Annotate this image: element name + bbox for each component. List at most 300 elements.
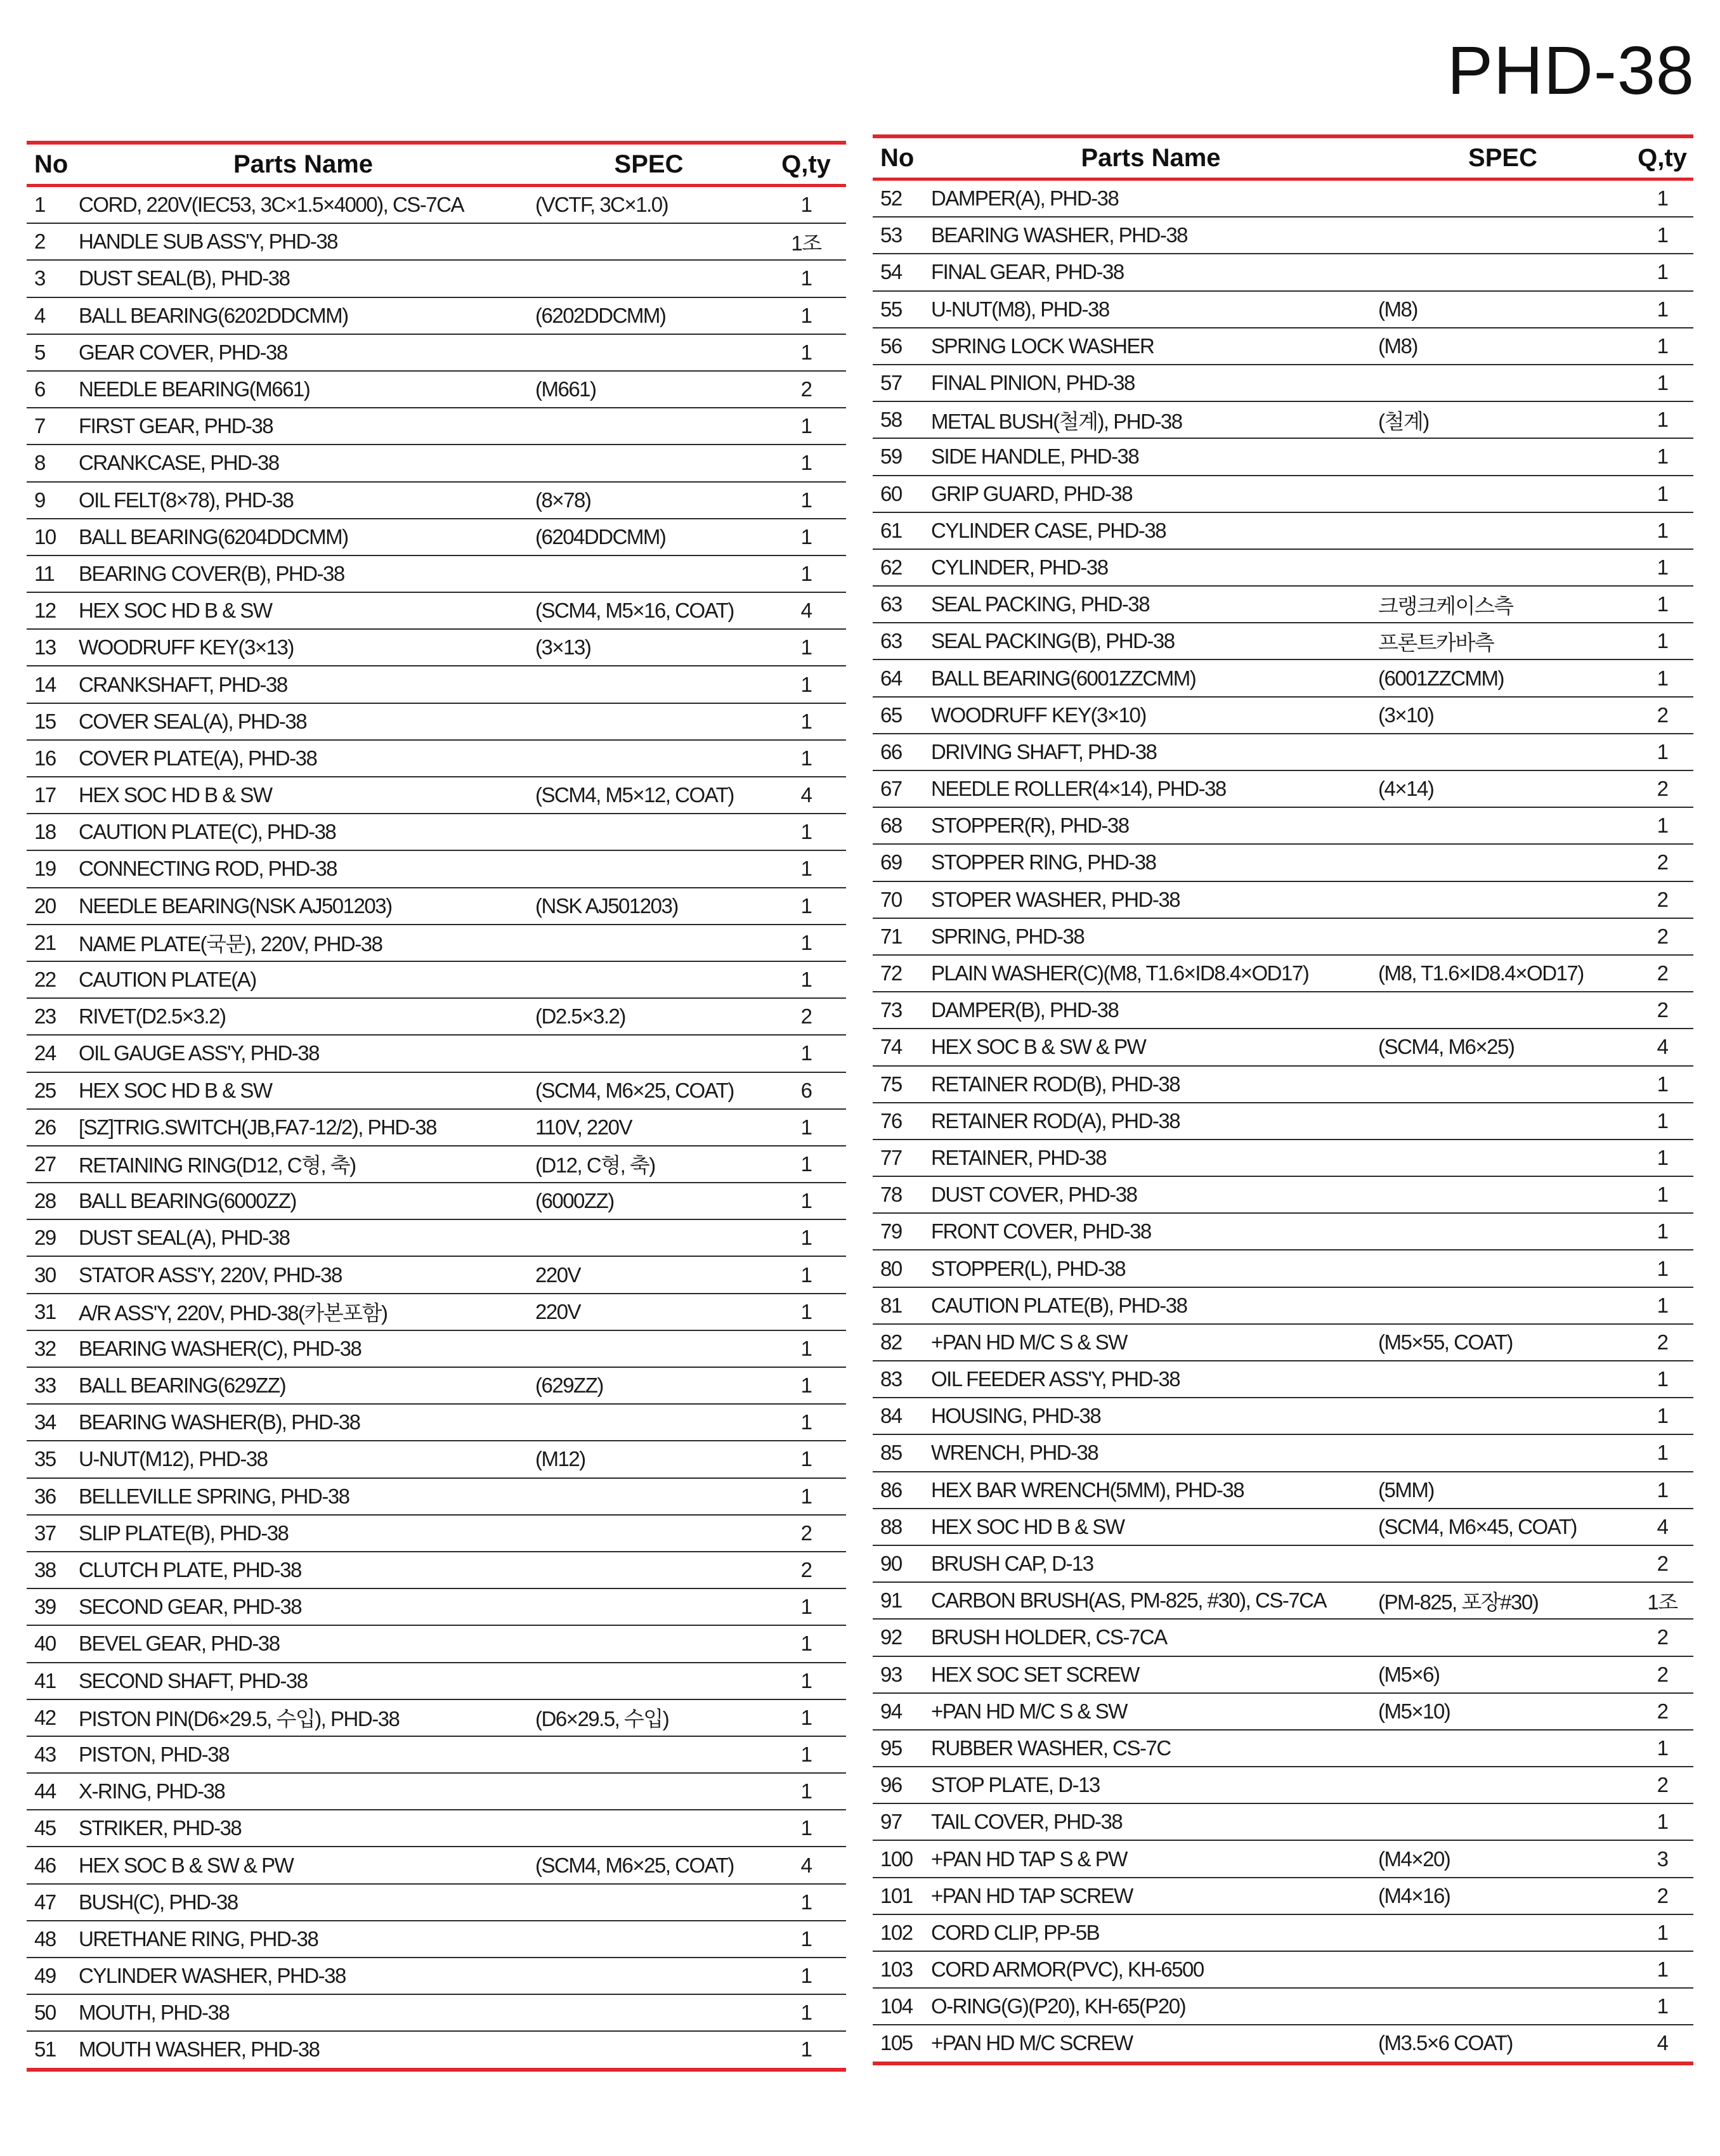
part-spec (1374, 1213, 1631, 1250)
part-spec (1374, 734, 1631, 770)
table-row (873, 1914, 1693, 1951)
part-number: 30 (27, 1256, 75, 1293)
part-name: CRANKSHAFT, PHD-38 (75, 666, 531, 703)
table-row (27, 1183, 846, 1219)
table-row (873, 1656, 1693, 1693)
part-name: HEX SOC B & SW & PW (927, 1029, 1374, 1065)
part-spec: (M3.5×6 COAT) (1378, 2031, 1513, 2055)
part-number: 58 (873, 401, 927, 438)
part-spec (531, 1773, 766, 1810)
table-row (873, 1103, 1693, 1140)
part-name: SEAL PACKING(B), PHD-38 (927, 623, 1374, 659)
part-quantity: 1 (766, 1109, 846, 1146)
part-number: 14 (27, 666, 75, 703)
part-quantity: 1 (766, 555, 846, 592)
part-number: 34 (27, 1404, 75, 1441)
table-row (873, 217, 1693, 254)
part-quantity: 2 (1631, 992, 1693, 1029)
part-number: 49 (27, 1958, 75, 1994)
part-spec: 크랭크케이스측 (1374, 586, 1631, 623)
part-spec (531, 223, 766, 260)
part-name: SEAL PACKING, PHD-38 (927, 586, 1374, 623)
part-spec (531, 445, 766, 481)
part-name: BALL BEARING(6000ZZ) (75, 1183, 531, 1219)
part-quantity: 1 (766, 1478, 846, 1515)
part-name: CAUTION PLATE(C), PHD-38 (75, 814, 531, 850)
part-name: U-NUT(M8), PHD-38 (927, 291, 1374, 328)
table-row (873, 807, 1693, 844)
table-row (873, 1988, 1693, 2025)
part-quantity: 1 (766, 1183, 846, 1219)
part-name: BALL BEARING(629ZZ) (75, 1367, 531, 1404)
part-name: GEAR COVER, PHD-38 (75, 334, 531, 371)
part-number: 66 (873, 734, 927, 770)
table-row (27, 998, 846, 1035)
part-number: 65 (873, 697, 927, 734)
part-quantity: 1 (766, 1921, 846, 1958)
part-name: TAIL COVER, PHD-38 (927, 1803, 1374, 1840)
part-spec (1374, 254, 1631, 290)
part-spec: (6202DDCMM) (531, 297, 766, 334)
table-row (27, 1146, 846, 1183)
part-quantity: 1 (1631, 659, 1693, 696)
header-parts-name: Parts Name (927, 136, 1374, 179)
part-quantity: 2 (766, 371, 846, 408)
part-number: 90 (873, 1545, 927, 1582)
part-quantity: 1 (766, 1663, 846, 1699)
part-name: HEX SOC HD B & SW (75, 777, 531, 814)
header-spec: SPEC (1374, 136, 1631, 179)
header-qty: Q,ty (1631, 136, 1693, 179)
table-row (873, 1693, 1693, 1730)
part-spec (1374, 1398, 1631, 1434)
part-number: 32 (27, 1330, 75, 1367)
part-quantity: 1 (1631, 1176, 1693, 1213)
part-name: FINAL PINION, PHD-38 (927, 365, 1374, 401)
part-number: 6 (27, 371, 75, 408)
part-quantity: 2 (766, 1552, 846, 1588)
part-spec (1374, 1103, 1631, 1140)
part-quantity: 1 (1631, 1213, 1693, 1250)
table-row (873, 1545, 1693, 1582)
part-quantity: 1 (1631, 549, 1693, 586)
part-spec (1374, 1434, 1631, 1471)
part-spec: (6001ZZCMM) (1374, 659, 1631, 696)
part-number: 76 (873, 1103, 927, 1140)
part-spec: 220V (531, 1256, 766, 1293)
part-spec (531, 850, 766, 887)
part-number: 101 (873, 1878, 927, 1914)
part-quantity: 1 (766, 1958, 846, 1994)
part-name: BRUSH CAP, D-13 (927, 1545, 1374, 1582)
part-quantity: 1 (766, 666, 846, 703)
part-number: 38 (27, 1552, 75, 1588)
table-row (873, 697, 1693, 734)
part-number: 68 (873, 807, 927, 844)
part-name: MOUTH WASHER, PHD-38 (79, 2037, 320, 2062)
part-number: 21 (27, 925, 75, 961)
part-number: 78 (873, 1176, 927, 1213)
part-spec (1374, 881, 1631, 918)
part-number: 12 (27, 592, 75, 629)
part-quantity: 2 (1631, 1619, 1693, 1656)
part-spec (531, 703, 766, 740)
part-name: WRENCH, PHD-38 (927, 1434, 1374, 1471)
table-row (873, 1140, 1693, 1176)
part-quantity: 4 (766, 1847, 846, 1883)
part-name: A/R ASS'Y, 220V, PHD-38(카본포함) (75, 1294, 531, 1330)
part-number: 63 (873, 586, 927, 623)
part-name: HEX SOC HD B & SW (75, 1072, 531, 1109)
part-spec (1374, 1730, 1631, 1767)
part-number: 13 (27, 629, 75, 666)
part-quantity: 1 (1631, 586, 1693, 623)
table-row (873, 1324, 1693, 1361)
part-quantity: 1 (766, 519, 846, 555)
part-quantity: 1 (1631, 217, 1693, 254)
part-spec (531, 555, 766, 592)
part-number: 33 (27, 1367, 75, 1404)
part-name: FIRST GEAR, PHD-38 (75, 408, 531, 445)
part-number: 17 (27, 777, 75, 814)
part-number: 42 (27, 1699, 75, 1736)
part-quantity: 1 (766, 1736, 846, 1773)
part-number: 35 (27, 1441, 75, 1477)
part-name: [SZ]TRIG.SWITCH(JB,FA7-12/2), PHD-38 (75, 1109, 531, 1146)
part-quantity: 1 (1631, 734, 1693, 770)
table-row (873, 1066, 1693, 1103)
part-quantity: 1 (1631, 623, 1693, 659)
part-name: NEEDLE BEARING(M661) (75, 371, 531, 408)
table-row (873, 955, 1693, 992)
table-row (873, 881, 1693, 918)
part-name: CONNECTING ROD, PHD-38 (75, 850, 531, 887)
part-spec (531, 666, 766, 703)
table-row (873, 770, 1693, 807)
table-row (873, 1287, 1693, 1324)
table-row (27, 260, 846, 297)
table-row (873, 1176, 1693, 1213)
part-spec (531, 1515, 766, 1552)
part-name: BUSH(C), PHD-38 (75, 1884, 531, 1921)
part-name: COVER PLATE(A), PHD-38 (75, 740, 531, 777)
part-spec: 프론트카바측 (1374, 623, 1631, 659)
part-name: STOPPER RING, PHD-38 (927, 844, 1374, 881)
part-number: 94 (873, 1693, 927, 1730)
table-row (27, 1699, 846, 1736)
part-name: BEARING WASHER(C), PHD-38 (75, 1330, 531, 1367)
part-spec (1374, 1287, 1631, 1324)
part-name: RETAINER ROD(B), PHD-38 (927, 1066, 1374, 1103)
header-qty: Q,ty (766, 143, 846, 186)
table-row (873, 1472, 1693, 1509)
part-name: NEEDLE ROLLER(4×14), PHD-38 (927, 770, 1374, 807)
part-number: 28 (27, 1183, 75, 1219)
part-quantity: 1 (766, 740, 846, 777)
part-number: 24 (27, 1035, 75, 1072)
table-row (27, 1441, 846, 1477)
part-spec (531, 408, 766, 445)
part-number: 27 (27, 1146, 75, 1183)
part-quantity: 1 (766, 1994, 846, 2031)
part-number: 95 (873, 1730, 927, 1767)
part-spec: (M4×20) (1374, 1840, 1631, 1877)
part-quantity: 1 (1631, 476, 1693, 512)
part-number: 11 (27, 555, 75, 592)
part-spec (1374, 1361, 1631, 1398)
table-row (873, 1803, 1693, 1840)
part-quantity: 1 (766, 1625, 846, 1662)
table-row (873, 476, 1693, 512)
header-parts-name: Parts Name (75, 143, 531, 186)
part-name: CARBON BRUSH(AS, PM-825, #30), CS-7CA (927, 1582, 1374, 1619)
part-quantity: 1조 (766, 223, 846, 260)
part-spec: (NSK AJ501203) (531, 888, 766, 925)
table-row (873, 918, 1693, 955)
part-quantity: 1 (1631, 1730, 1693, 1767)
table-row (27, 740, 846, 777)
part-name: CYLINDER CASE, PHD-38 (927, 512, 1374, 549)
table-row (873, 1619, 1693, 1656)
part-number: 47 (27, 1884, 75, 1921)
table-row (27, 1663, 846, 1699)
part-spec (531, 1663, 766, 1699)
part-name: CORD CLIP, PP-5B (927, 1914, 1374, 1951)
part-quantity: 4 (1657, 2031, 1668, 2055)
part-name: BEVEL GEAR, PHD-38 (75, 1625, 531, 1662)
table-row (27, 334, 846, 371)
part-spec: (6204DDCMM) (531, 519, 766, 555)
part-number: 81 (873, 1287, 927, 1324)
part-spec (1374, 512, 1631, 549)
part-number: 104 (873, 1988, 927, 2025)
part-spec (1374, 1250, 1631, 1287)
table-row (873, 623, 1693, 659)
part-quantity: 1 (1631, 1066, 1693, 1103)
part-name: U-NUT(M12), PHD-38 (75, 1441, 531, 1477)
part-number: 103 (873, 1951, 927, 1988)
table-row (27, 223, 846, 260)
table-row (27, 814, 846, 850)
part-number: 39 (27, 1588, 75, 1625)
part-spec: (M12) (531, 1441, 766, 1477)
part-number: 67 (873, 770, 927, 807)
part-quantity: 1 (766, 186, 846, 224)
part-quantity: 2 (766, 1515, 846, 1552)
part-number: 74 (873, 1029, 927, 1065)
header-no: No (27, 143, 75, 186)
part-name: GRIP GUARD, PHD-38 (927, 476, 1374, 512)
part-number: 7 (27, 408, 75, 445)
part-name: HEX SOC HD B & SW (75, 592, 531, 629)
part-name: NAME PLATE(국문), 220V, PHD-38 (75, 925, 531, 961)
part-number: 97 (873, 1803, 927, 1840)
part-spec (531, 1219, 766, 1256)
part-quantity: 1 (766, 629, 846, 666)
table-row (27, 1109, 846, 1146)
table-row (873, 365, 1693, 401)
part-number: 61 (873, 512, 927, 549)
part-number: 93 (873, 1656, 927, 1693)
part-number: 79 (873, 1213, 927, 1250)
part-spec (531, 1884, 766, 1921)
table-row (27, 1515, 846, 1552)
part-number: 55 (873, 291, 927, 328)
table-row (27, 961, 846, 998)
part-number: 75 (873, 1066, 927, 1103)
part-quantity: 2 (1631, 697, 1693, 734)
table-row (27, 1294, 846, 1330)
part-spec: (SCM4, M5×12, COAT) (531, 777, 766, 814)
part-spec (531, 1552, 766, 1588)
part-number: 64 (873, 659, 927, 696)
part-number: 46 (27, 1847, 75, 1883)
part-spec: (M5×10) (1374, 1693, 1631, 1730)
part-quantity: 1 (1631, 179, 1693, 218)
part-name: HANDLE SUB ASS'Y, PHD-38 (75, 223, 531, 260)
table-row (27, 1958, 846, 1994)
part-name: OIL FEEDER ASS'Y, PHD-38 (927, 1361, 1374, 1398)
part-spec (1374, 1066, 1631, 1103)
part-name: WOODRUFF KEY(3×10) (927, 697, 1374, 734)
table-row (873, 1730, 1693, 1767)
part-spec (1374, 1803, 1631, 1840)
table-row (27, 592, 846, 629)
part-spec: (SCM4, M6×25, COAT) (531, 1847, 766, 1883)
part-spec: (M4×16) (1374, 1878, 1631, 1914)
part-number: 84 (873, 1398, 927, 1434)
part-name: HEX BAR WRENCH(5MM), PHD-38 (927, 1472, 1374, 1509)
part-quantity: 1 (1631, 512, 1693, 549)
table-row (873, 1029, 1693, 1065)
part-spec (1374, 1545, 1631, 1582)
part-number: 88 (873, 1509, 927, 1545)
part-number: 19 (27, 850, 75, 887)
part-quantity: 4 (1631, 1509, 1693, 1545)
part-number: 105 (880, 2031, 913, 2055)
part-number: 45 (27, 1810, 75, 1847)
part-number: 22 (27, 961, 75, 998)
table-row (873, 512, 1693, 549)
part-quantity: 1 (1631, 1250, 1693, 1287)
part-quantity: 1 (766, 1699, 846, 1736)
part-name: O-RING(G)(P20), KH-65(P20) (927, 1988, 1374, 2025)
part-spec (1374, 438, 1631, 475)
table-row (27, 703, 846, 740)
part-name: BEARING COVER(B), PHD-38 (75, 555, 531, 592)
part-quantity: 3 (1631, 1840, 1693, 1877)
table-row (873, 1582, 1693, 1619)
part-number: 73 (873, 992, 927, 1029)
part-number: 91 (873, 1582, 927, 1619)
table-row (27, 1921, 846, 1958)
part-name: +PAN HD M/C SCREW (931, 2031, 1133, 2055)
part-name: PISTON PIN(D6×29.5, 수입), PHD-38 (75, 1699, 531, 1736)
part-spec: (629ZZ) (531, 1367, 766, 1404)
part-quantity: 1 (766, 1404, 846, 1441)
table-row (27, 1847, 846, 1883)
part-spec: (SCM4, M6×25, COAT) (531, 1072, 766, 1109)
part-quantity: 2 (1631, 1656, 1693, 1693)
table-row (873, 586, 1693, 623)
part-quantity: 2 (766, 998, 846, 1035)
table-row (27, 888, 846, 925)
part-number: 37 (27, 1515, 75, 1552)
part-quantity: 4 (766, 592, 846, 629)
part-quantity: 1 (766, 850, 846, 887)
table-row (27, 777, 846, 814)
part-name: +PAN HD M/C S & SW (927, 1324, 1374, 1361)
part-quantity: 1 (1631, 328, 1693, 365)
part-spec (531, 1478, 766, 1515)
part-number: 10 (27, 519, 75, 555)
part-number: 83 (873, 1361, 927, 1398)
part-name: BRUSH HOLDER, CS-7CA (927, 1619, 1374, 1656)
part-quantity: 4 (1631, 1029, 1693, 1065)
part-number: 82 (873, 1324, 927, 1361)
part-quantity: 1 (766, 1441, 846, 1477)
part-spec (1374, 807, 1631, 844)
table-row (873, 1509, 1693, 1545)
part-name: SIDE HANDLE, PHD-38 (927, 438, 1374, 475)
part-number: 16 (27, 740, 75, 777)
table-row (873, 328, 1693, 365)
table-row (27, 1404, 846, 1441)
part-number: 69 (873, 844, 927, 881)
part-spec (531, 1625, 766, 1662)
table-row (27, 1219, 846, 1256)
part-name: NEEDLE BEARING(NSK AJ501203) (75, 888, 531, 925)
table-row (27, 1773, 846, 1810)
part-number: 85 (873, 1434, 927, 1471)
part-spec (531, 925, 766, 961)
part-name: MOUTH, PHD-38 (75, 1994, 531, 2031)
part-quantity: 1 (1631, 1472, 1693, 1509)
part-number: 26 (27, 1109, 75, 1146)
table-header-row (873, 136, 1693, 179)
part-name: COVER SEAL(A), PHD-38 (75, 703, 531, 740)
table-row (27, 371, 846, 408)
part-number: 72 (873, 955, 927, 992)
part-name: WOODRUFF KEY(3×13) (75, 629, 531, 666)
part-name: DUST SEAL(B), PHD-38 (75, 260, 531, 297)
part-number: 31 (27, 1294, 75, 1330)
part-spec: (D12, C형, 축) (531, 1146, 766, 1183)
part-number: 5 (27, 334, 75, 371)
table-row (27, 850, 846, 887)
part-number: 51 (34, 2037, 56, 2062)
part-number: 50 (27, 1994, 75, 2031)
part-number: 2 (27, 223, 75, 260)
part-quantity: 1 (766, 260, 846, 297)
part-spec (1374, 365, 1631, 401)
part-quantity: 1 (1631, 1398, 1693, 1434)
table-row (873, 1840, 1693, 1877)
table-row (27, 925, 846, 961)
part-spec: (3×13) (531, 629, 766, 666)
part-number: 44 (27, 1773, 75, 1810)
part-name: +PAN HD M/C S & SW (927, 1693, 1374, 1730)
part-name: RUBBER WASHER, CS-7C (927, 1730, 1374, 1767)
part-spec (1374, 1176, 1631, 1213)
part-name: STATOR ASS'Y, 220V, PHD-38 (75, 1256, 531, 1293)
part-spec (1374, 1988, 1631, 2025)
part-name: CYLINDER, PHD-38 (927, 549, 1374, 586)
part-spec (531, 334, 766, 371)
table-row (873, 1250, 1693, 1287)
part-name: SPRING LOCK WASHER (927, 328, 1374, 365)
part-quantity: 1 (766, 1810, 846, 1847)
